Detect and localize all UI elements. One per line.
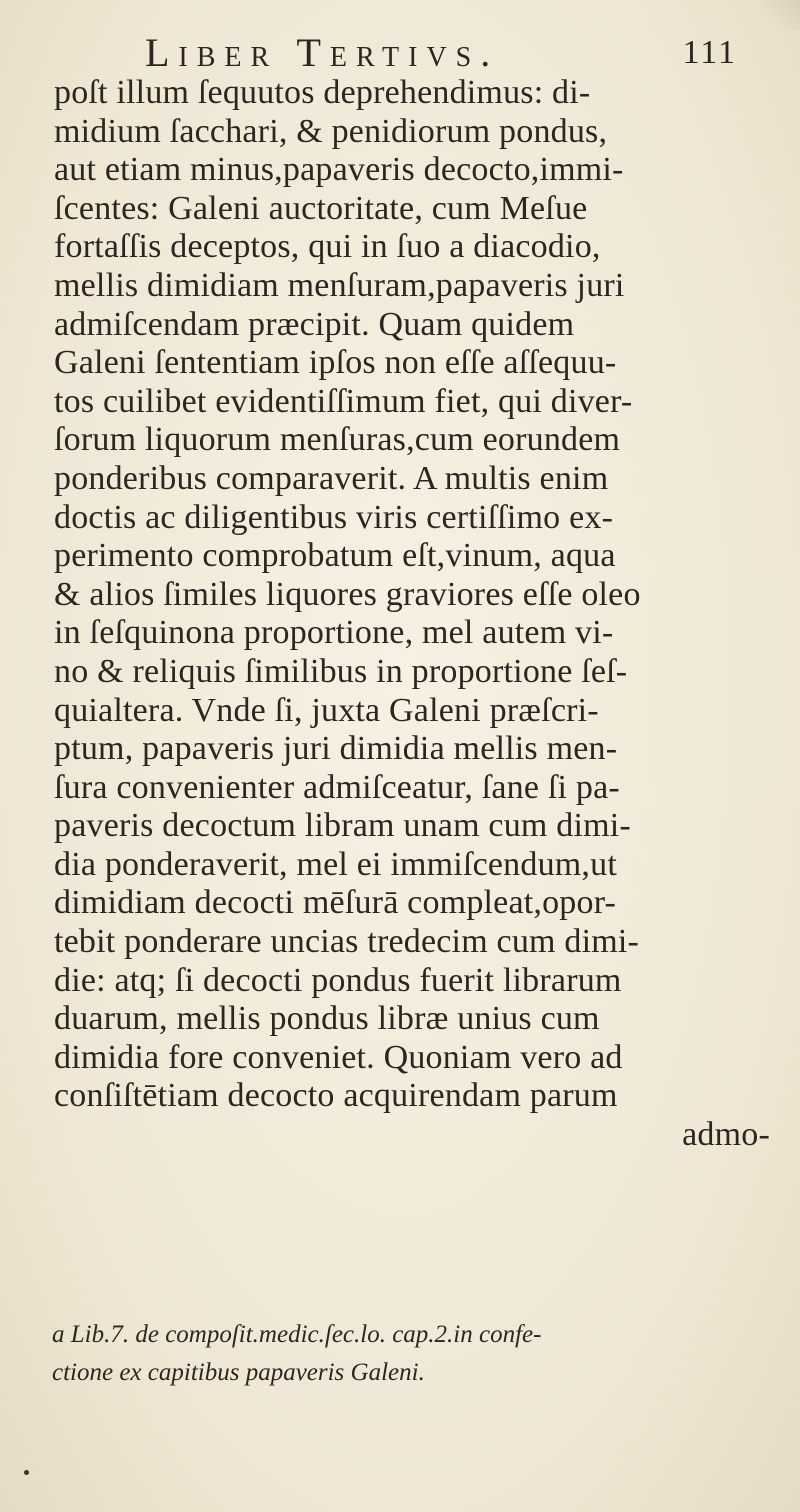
body-text — [54, 74, 774, 1155]
text-line: no & reliquis ſimilibus in proportione ſeſ- — [54, 652, 628, 690]
text-line: aut etiam minus,papaveris decocto,immi- — [54, 151, 624, 189]
text-line: & alios ſimiles liquores graviores eſſe oleo — [54, 575, 641, 613]
text-line: fortaſſis deceptos, qui in ſuo a diacodio, — [54, 228, 601, 266]
text-line: conſiſtētiam decocto acquirendam parum — [54, 1077, 618, 1115]
page-corner-shadow — [760, 0, 800, 30]
text-line: mellis dimidiam menſuram,papaveris juri — [54, 266, 625, 304]
footnote-line: a Lib.7. de compoſit.medic.ſec.lo. cap.2.in confe- — [52, 1321, 542, 1348]
text-line: tos cuilibet evidentiſſimum fiet, qui diver- — [54, 382, 633, 420]
text-line: quialtera. Vnde ſi, juxta Galeni præſcri- — [54, 691, 599, 729]
text-line: ponderibus comparaverit. A multis enim — [54, 459, 609, 497]
text-line: ptum, papaveris juri dimidia mellis men- — [54, 730, 618, 768]
text-line: admiſcendam præcipit. Quam quidem — [54, 305, 575, 343]
text-line: ſorum liquorum menſuras,cum eorundem — [54, 421, 621, 459]
footnotes — [52, 1316, 772, 1392]
text-line: die: atq; ſi decocti pondus fuerit librarum — [54, 961, 622, 999]
text-line: Galeni ſententiam ipſos non eſſe aſſequu- — [54, 344, 617, 382]
text-line: ſura convenienter admiſceatur, ſane ſi pa- — [54, 768, 620, 806]
text-line: perimento comprobatum eſt,vinum, aqua — [54, 537, 616, 575]
text-line: in ſeſquinona proportione, mel autem vi- — [54, 614, 614, 652]
footnote-line: ctione ex capitibus papaveris Galeni. — [52, 1359, 425, 1386]
ink-speck — [24, 1470, 29, 1475]
text-line: duarum, mellis pondus libræ unius cum — [54, 1000, 600, 1038]
catchword: admo- — [682, 1116, 770, 1154]
page-header — [145, 28, 745, 78]
text-line: tebit ponderare uncias tredecim cum dimi- — [54, 923, 640, 961]
page-number: 111 — [682, 34, 737, 71]
text-line: midium ſacchari, & penidiorum pondus, — [54, 112, 608, 150]
text-line: dimidia fore conveniet. Quoniam vero ad — [54, 1038, 623, 1076]
text-line: ſcentes: Galeni auctoritate, cum Meſue — [54, 189, 588, 227]
text-line: poſt illum ſequutos deprehendimus: di- — [54, 74, 591, 111]
text-line: dia ponderaverit, mel ei immiſcendum,ut — [54, 845, 617, 883]
text-line: paveris decoctum libram unam cum dimi- — [54, 807, 631, 845]
running-head: Liber Tertivs. — [145, 30, 500, 75]
text-line: doctis ac diligentibus viris certiſſimo ex- — [54, 498, 614, 536]
text-line: dimidiam decocti mēſurā compleat,opor- — [54, 884, 617, 922]
